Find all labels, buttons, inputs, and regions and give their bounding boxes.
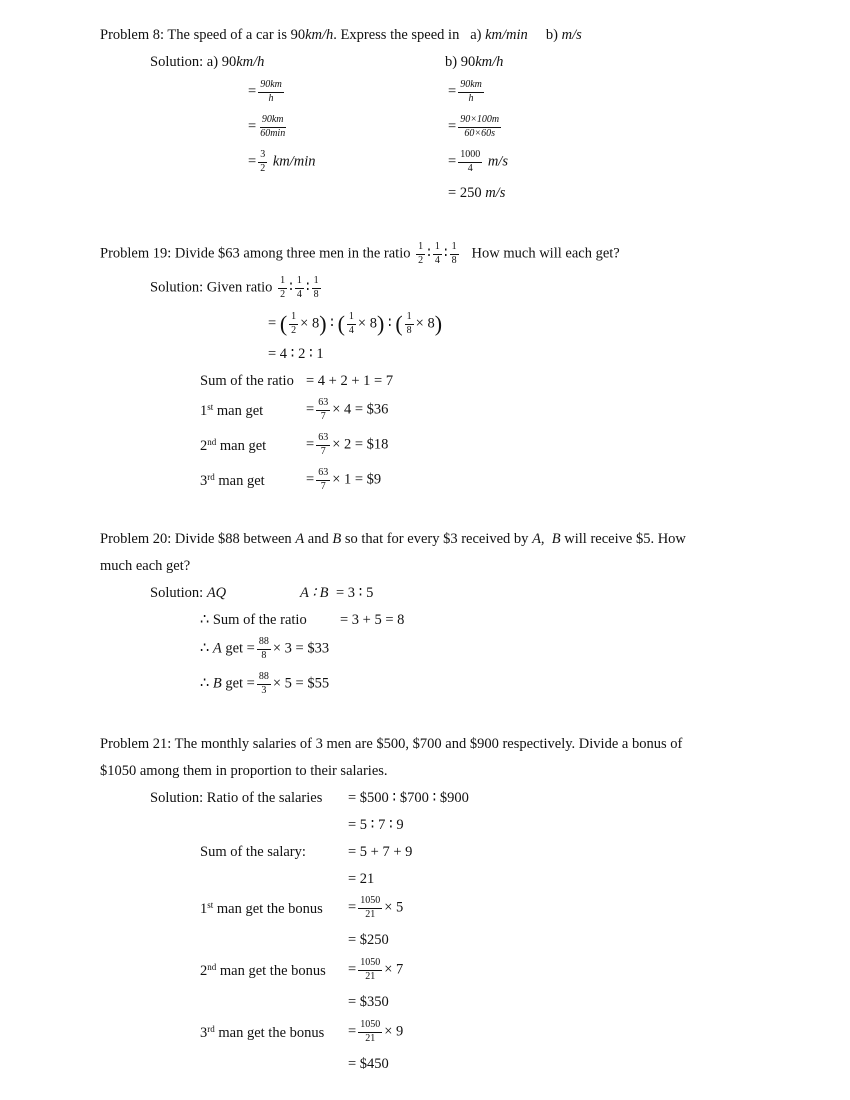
p21-ratio-line2: = 5 ∶ 7 ∶ 9 (348, 817, 404, 833)
p8-a-step2: = $\frac{90km}{60\min}$ (248, 114, 286, 139)
p20-ratio-rhs: = 3 ∶ 5 (336, 585, 374, 601)
p19-sum-expr: = 4 + 2 + 1 = 7 (306, 373, 394, 389)
p19-third-man-label: 3rd man get (200, 472, 265, 489)
p8-b-step2: = $\frac{90\times 100m}{60\times 60s}$ (448, 114, 500, 139)
p19-second-man-label: 2nd man get (200, 437, 267, 454)
p20-sum-expr: = 3 + 5 = 8 (340, 612, 405, 628)
p8-b-step1: = $\frac{90km}{h}$ (448, 79, 482, 104)
p19-first-man-calc: = $\frac{63}{7}$ × 4 = $36 (306, 397, 389, 422)
problem-20-statement-line1: Problem 20: Divide $88 between A and B so that for every $3 received by A, B will receive $5. How (100, 531, 686, 547)
p19-first-man-label: 1st man get (200, 402, 264, 419)
p19-simplified-ratio: = 4 ∶ 2 ∶ 1 (268, 346, 324, 362)
p20-solution-label: Solution: AQ (150, 585, 227, 601)
p8-b-step3: = $\frac{1000}{4}$ m/s (448, 149, 508, 174)
p20-ratio-lhs: A ∶ B (300, 585, 329, 601)
problem-8-statement: Problem 8: The speed of a car is 90km/h. Express the speed in a) km/min b) m/s (100, 27, 582, 43)
p21-sum-label: Sum of the salary: (200, 844, 306, 860)
problem-20-statement-line2: much each get? (100, 558, 191, 574)
p19-sum-label: Sum of the ratio (200, 373, 294, 389)
p21-ratio-line1: = $500 ∶ $700 ∶ $900 (348, 790, 469, 806)
p20-a-share: ∴ A get = $\frac{88}{8}$ × 3 = $33 (200, 636, 330, 661)
p21-bonus3-calc: = $\frac{1050}{21}$ × 9 (348, 1019, 404, 1044)
p8-a-step1: = $\frac{90km}{h}$ (248, 79, 282, 104)
p19-solution-given-ratio: Solution: Given ratio $\frac{1}{2}$ ∶ $\frac{1}{4}$ ∶ $\frac{1}{8}$ (150, 275, 319, 300)
p21-bonus1-result: = $250 (348, 932, 389, 948)
p21-sum-line1: = 5 + 7 + 9 (348, 844, 413, 860)
p20-sum-label: ∴ Sum of the ratio (200, 612, 307, 628)
p21-bonus2-calc: = $\frac{1050}{21}$ × 7 (348, 957, 404, 982)
p8-solution-a-label: Solution: a) 90km/h (150, 54, 265, 70)
problem-21-statement-line2: $1050 among them in proportion to their salaries. (100, 763, 388, 779)
p19-multiplied-ratio: = ( $\frac{1}{2}$ × 8) ∶ ( $\frac{1}{4}$ × 8) ∶ ( $\frac{1}{8}$ × 8) (268, 311, 443, 336)
p8-b-step4: = 250 m/s (448, 185, 506, 201)
p20-b-share: ∴ B get = $\frac{88}{3}$ × 5 = $55 (200, 671, 330, 696)
p21-sum-line2: = 21 (348, 871, 375, 887)
p21-bonus1-label: 1st man get the bonus (200, 900, 323, 917)
p19-second-man-calc: = $\frac{63}{7}$ × 2 = $18 (306, 432, 389, 457)
p21-bonus2-label: 2nd man get the bonus (200, 962, 326, 979)
p21-bonus1-calc: = $\frac{1050}{21}$ × 5 (348, 895, 404, 920)
p21-bonus3-result: = $450 (348, 1056, 389, 1072)
problem-21-statement-line1: Problem 21: The monthly salaries of 3 men are $500, $700 and $900 respectively. Divide a bonus of (100, 736, 683, 752)
p21-bonus2-result: = $350 (348, 994, 389, 1010)
p21-solution-label: Solution: Ratio of the salaries (150, 790, 323, 806)
p21-bonus3-label: 3rd man get the bonus (200, 1024, 325, 1041)
p8-solution-b-label: b) 90km/h (445, 54, 504, 70)
problem-19-statement: Problem 19: Divide $63 among three men in the ratio $\frac{1}{2}$ ∶ $\frac{1}{4}$ ∶ $\frac{1}{8}$ How much will each get? (100, 241, 620, 266)
p8-a-step3: = $\frac{3}{2}$ km/min (248, 149, 316, 174)
p19-third-man-calc: = $\frac{63}{7}$ × 1 = $9 (306, 467, 382, 492)
